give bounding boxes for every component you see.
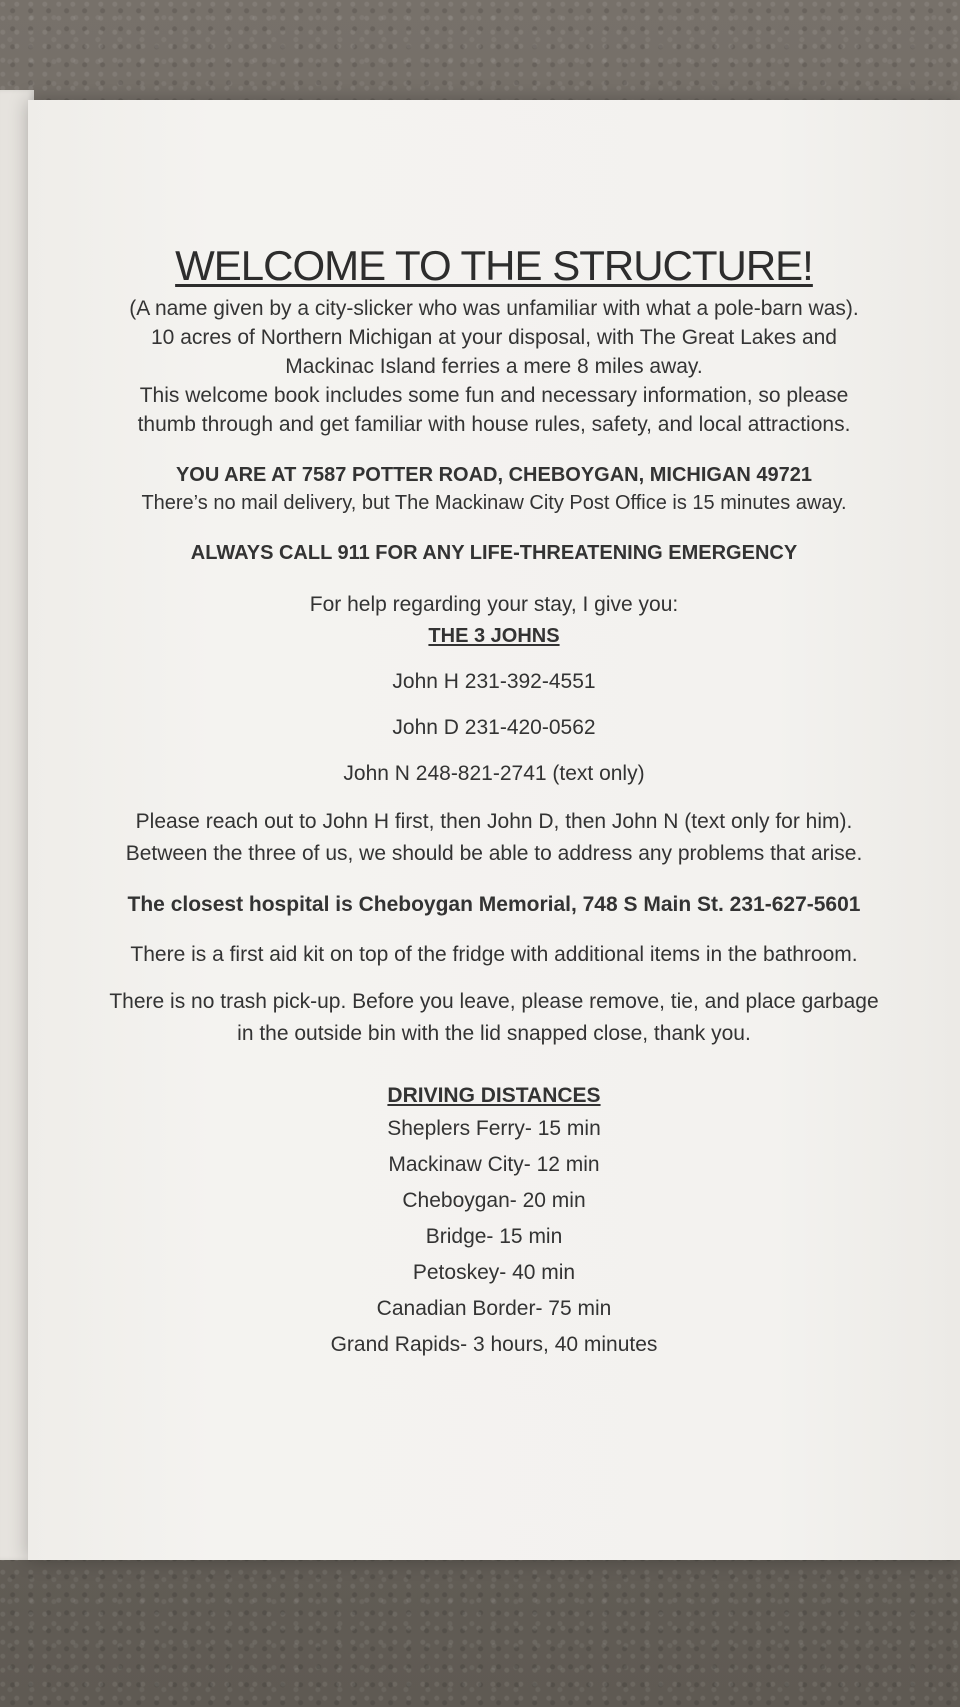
- property-address: YOU ARE AT 7587 POTTER ROAD, CHEBOYGAN, MICHIGAN 49721: [175, 464, 813, 486]
- contact-john-h: John H 231-392-4551: [392, 670, 596, 693]
- intro-line: (A name given by a city-slicker who was unfamiliar with what a pole-barn was).: [129, 297, 859, 320]
- help-heading: For help regarding your stay, I give you:: [309, 593, 679, 616]
- intro-line: 10 acres of Northern Michigan at your disposal, with The Great Lakes and: [151, 326, 837, 349]
- emergency-notice: ALWAYS CALL 911 FOR ANY LIFE-THREATENING EMERGENCY: [190, 542, 798, 564]
- intro-line: This welcome book includes some fun and necessary information, so please: [139, 384, 849, 407]
- contacts-heading: THE 3 JOHNS: [428, 625, 560, 647]
- list-item: Petoskey- 40 min: [412, 1261, 576, 1284]
- trash-line: in the outside bin with the lid snapped close, thank you.: [237, 1022, 751, 1045]
- contact-instructions: [28, 806, 960, 870]
- page-title: WELCOME TO THE STRUCTURE!: [175, 242, 813, 289]
- mail-note: There’s no mail delivery, but The Mackinaw City Post Office is 15 minutes away.: [141, 492, 847, 514]
- list-item: Bridge- 15 min: [425, 1225, 563, 1248]
- contact-john-n: John N 248-821-2741 (text only): [343, 762, 645, 785]
- list-item: Sheplers Ferry- 15 min: [387, 1117, 601, 1140]
- list-item: Canadian Border- 75 min: [376, 1297, 612, 1320]
- welcome-page: [28, 100, 960, 1560]
- contact-john-d: John D 231-420-0562: [392, 716, 596, 739]
- trash-line: There is no trash pick-up. Before you leave, please remove, tie, and place garbage: [109, 990, 879, 1013]
- list-item: Cheboygan- 20 min: [402, 1189, 586, 1212]
- driving-distances-heading: DRIVING DISTANCES: [387, 1084, 601, 1107]
- hospital-info: The closest hospital is Cheboygan Memorial, 748 S Main St. 231-627-5601: [127, 893, 861, 916]
- address-block: [28, 461, 960, 517]
- intro-line: thumb through and get familiar with house rules, safety, and local attractions.: [137, 413, 851, 436]
- trash-info: [28, 986, 960, 1050]
- intro-block: [28, 294, 960, 439]
- driving-distances-list: [28, 1111, 960, 1363]
- first-aid-info: There is a first aid kit on top of the fridge with additional items in the bathroom.: [130, 943, 858, 966]
- instruction-line: Please reach out to John H first, then John D, then John N (text only for him).: [135, 810, 853, 833]
- list-item: Grand Rapids- 3 hours, 40 minutes: [330, 1333, 658, 1356]
- instruction-line: Between the three of us, we should be able to address any problems that arise.: [125, 842, 863, 865]
- list-item: Mackinaw City- 12 min: [388, 1153, 600, 1176]
- intro-line: Mackinac Island ferries a mere 8 miles away.: [285, 355, 703, 378]
